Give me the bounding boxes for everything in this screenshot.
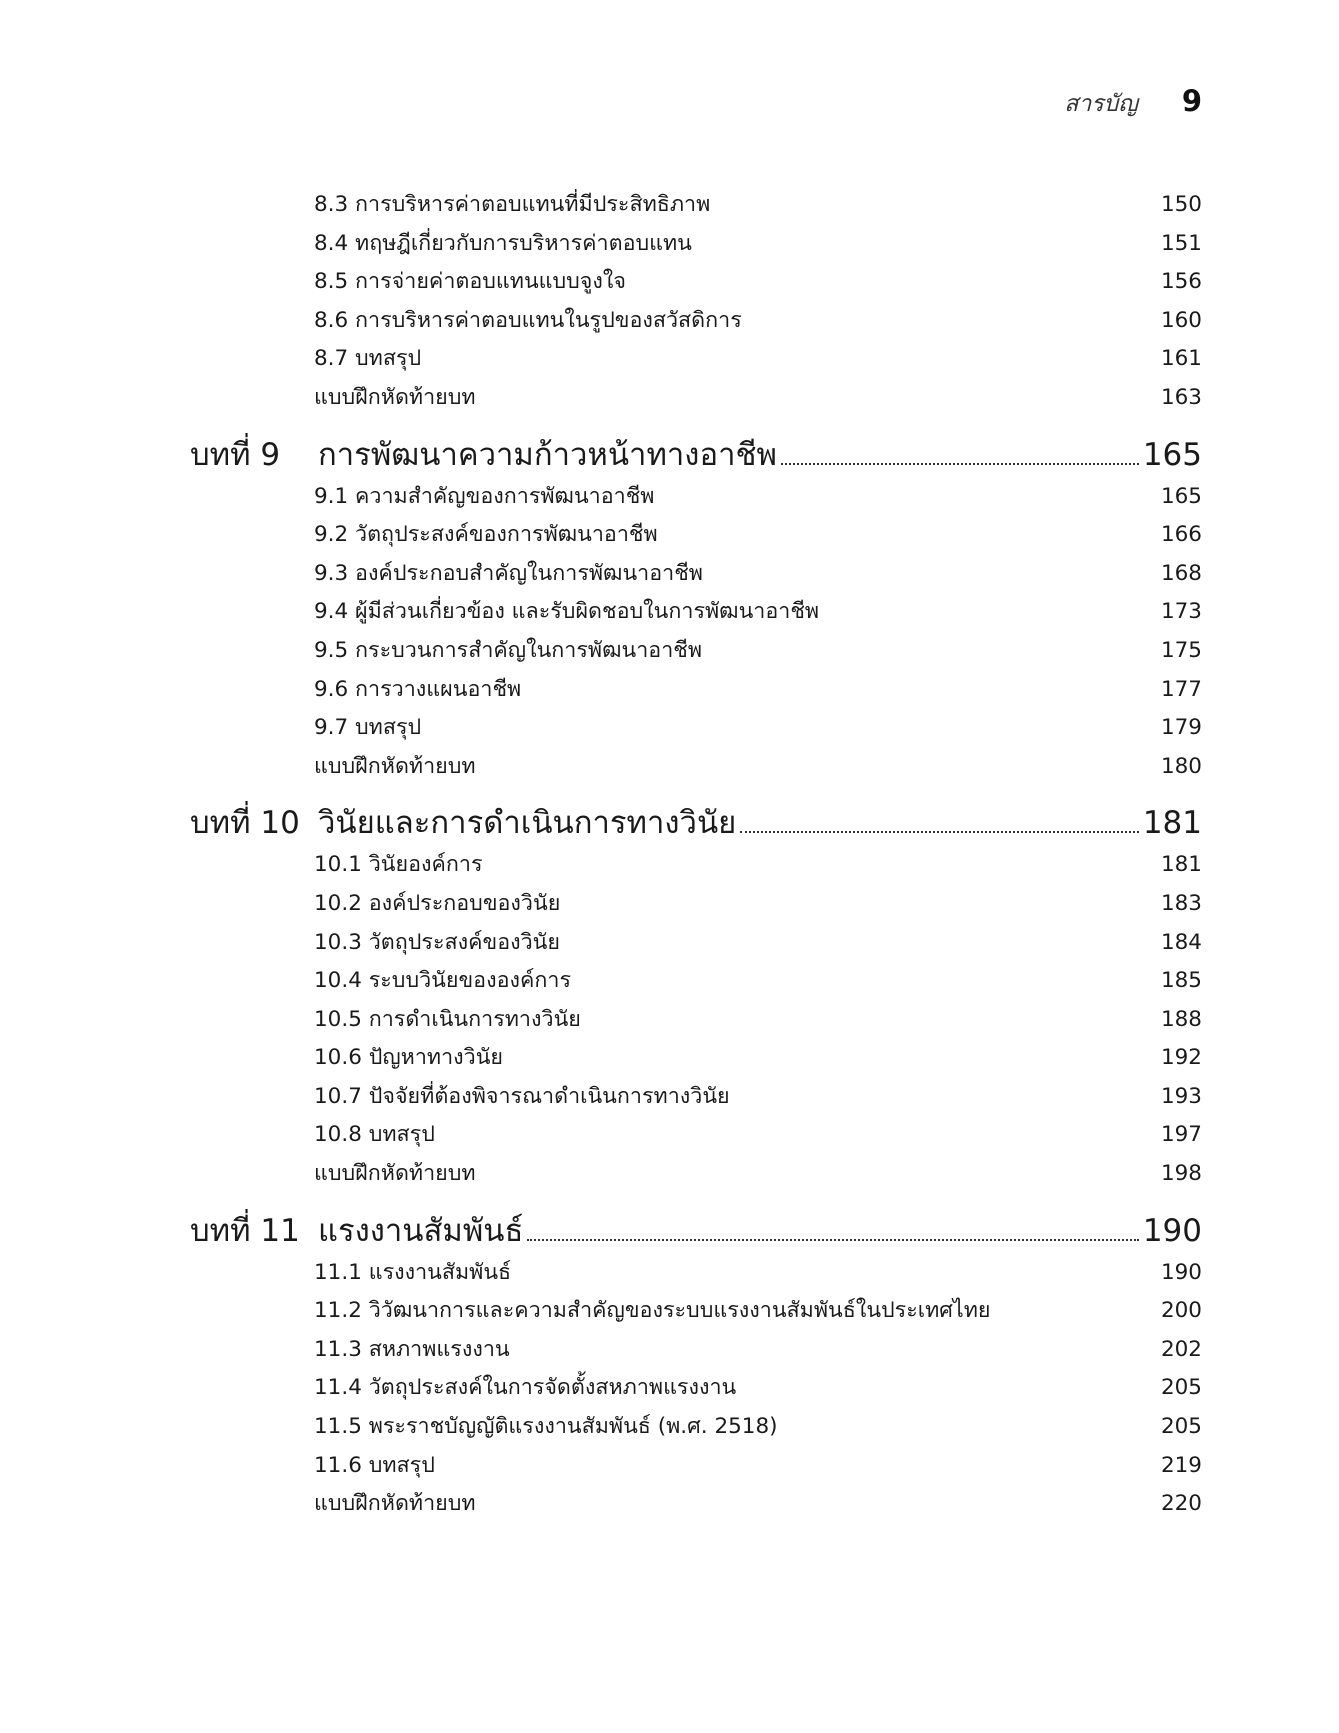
entry-title: 9.6 การวางแผนอาชีพ <box>314 676 522 702</box>
toc-entry[interactable] <box>190 516 1202 555</box>
entry-title: 11.1 แรงงานสัมพันธ์ <box>314 1259 512 1285</box>
chapter-page: 190 <box>1142 1212 1202 1249</box>
chapter-page: 165 <box>1142 436 1202 473</box>
chapter-label: บทที่ 10 <box>190 805 300 842</box>
toc-entry[interactable] <box>190 1078 1202 1117</box>
entry-title: 11.5 พระราชบัญญัติแรงงานสัมพันธ์ (พ.ศ. 2518) <box>314 1414 778 1440</box>
dot-leader <box>781 463 1139 465</box>
entry-page: 168 <box>1160 560 1202 586</box>
entry-page: 175 <box>1160 637 1202 663</box>
toc-entry[interactable] <box>190 1155 1202 1194</box>
entry-page: 181 <box>1160 852 1202 878</box>
toc-entry[interactable] <box>190 709 1202 748</box>
toc-entry[interactable] <box>190 1116 1202 1155</box>
toc-entry[interactable] <box>190 379 1202 418</box>
entry-title: 10.7 ปัจจัยที่ต้องพิจารณาดำเนินการทางวินัย <box>314 1083 730 1109</box>
running-title: สารบัญ <box>1064 91 1138 117</box>
entry-page: 165 <box>1160 483 1202 509</box>
entry-title: 11.4 วัตถุประสงค์ในการจัดตั้งสหภาพแรงงาน <box>314 1375 737 1401</box>
entry-page: 193 <box>1160 1083 1202 1109</box>
entry-title: แบบฝึกหัดท้ายบท <box>314 753 476 779</box>
entry-page: 192 <box>1160 1045 1202 1071</box>
entry-title: 8.5 การจ่ายค่าตอบแทนแบบจูงใจ <box>314 269 626 295</box>
entry-title: 9.1 ความสำคัญของการพัฒนาอาชีพ <box>314 483 655 509</box>
toc-entry[interactable] <box>190 846 1202 885</box>
chapter-page: 181 <box>1142 805 1202 842</box>
entry-title: 9.2 วัตถุประสงค์ของการพัฒนาอาชีพ <box>314 522 658 548</box>
toc-entry[interactable] <box>190 1485 1202 1524</box>
toc-entry[interactable] <box>190 1292 1202 1331</box>
entry-page: 163 <box>1160 384 1202 410</box>
entry-title: 9.7 บทสรุป <box>314 715 422 741</box>
entry-title: 11.3 สหภาพแรงงาน <box>314 1336 510 1362</box>
toc-entry[interactable] <box>190 748 1202 787</box>
entry-page: 219 <box>1160 1452 1202 1478</box>
dot-leader <box>740 831 1139 833</box>
toc-entry[interactable] <box>190 962 1202 1001</box>
chapter-heading[interactable] <box>190 1208 1202 1254</box>
entry-title: 10.5 การดำเนินการทางวินัย <box>314 1006 581 1032</box>
toc-entry[interactable] <box>190 1369 1202 1408</box>
entry-title: 10.2 องค์ประกอบของวินัย <box>314 890 561 916</box>
page-number: 9 <box>1181 84 1202 118</box>
entry-title: 11.2 วิวัฒนาการและความสำคัญของระบบแรงงานสัมพันธ์ในประเทศไทย <box>314 1298 991 1324</box>
toc-entry[interactable] <box>190 1408 1202 1447</box>
entry-title: 9.5 กระบวนการสำคัญในการพัฒนาอาชีพ <box>314 637 703 663</box>
chapter-block <box>190 1208 1202 1524</box>
entry-page: 183 <box>1160 890 1202 916</box>
entry-title: 9.3 องค์ประกอบสำคัญในการพัฒนาอาชีพ <box>314 560 703 586</box>
toc-entry[interactable] <box>190 340 1202 379</box>
entry-title: 10.6 ปัญหาทางวินัย <box>314 1045 504 1071</box>
entry-page: 177 <box>1160 676 1202 702</box>
toc-entry[interactable] <box>190 632 1202 671</box>
entry-page: 205 <box>1160 1414 1202 1440</box>
entry-title: แบบฝึกหัดท้ายบท <box>314 1491 476 1517</box>
chapter-title: การพัฒนาความก้าวหน้าทางอาชีพ <box>318 436 777 473</box>
entry-title: 11.6 บทสรุป <box>314 1452 435 1478</box>
running-header <box>1064 84 1202 120</box>
chapter-heading[interactable] <box>190 432 1202 478</box>
chapter-block <box>190 432 1202 787</box>
table-of-contents <box>190 186 1202 1538</box>
entry-title: 10.3 วัตถุประสงค์ของวินัย <box>314 929 560 955</box>
entry-page: 190 <box>1160 1259 1202 1285</box>
toc-entry[interactable] <box>190 225 1202 264</box>
entry-title: 10.1 วินัยองค์การ <box>314 852 483 878</box>
entry-page: 184 <box>1160 929 1202 955</box>
entry-page: 173 <box>1160 599 1202 625</box>
entry-page: 166 <box>1160 522 1202 548</box>
entry-page: 188 <box>1160 1006 1202 1032</box>
toc-entry[interactable] <box>190 1447 1202 1486</box>
chapter-block <box>190 186 1202 418</box>
entry-page: 151 <box>1160 230 1202 256</box>
chapter-heading[interactable] <box>190 800 1202 846</box>
toc-entry[interactable] <box>190 1331 1202 1370</box>
toc-entry[interactable] <box>190 593 1202 632</box>
toc-entry[interactable] <box>190 263 1202 302</box>
entry-page: 179 <box>1160 715 1202 741</box>
toc-entry[interactable] <box>190 1039 1202 1078</box>
entry-page: 156 <box>1160 269 1202 295</box>
entry-page: 200 <box>1160 1298 1202 1324</box>
toc-entry[interactable] <box>190 555 1202 594</box>
chapter-block <box>190 800 1202 1193</box>
entry-title: แบบฝึกหัดท้ายบท <box>314 384 476 410</box>
entry-title: แบบฝึกหัดท้ายบท <box>314 1161 476 1187</box>
entry-page: 198 <box>1160 1161 1202 1187</box>
entry-title: 8.6 การบริหารค่าตอบแทนในรูปของสวัสดิการ <box>314 307 742 333</box>
toc-entry[interactable] <box>190 478 1202 517</box>
chapter-label: บทที่ 11 <box>190 1212 300 1249</box>
toc-entry[interactable] <box>190 302 1202 341</box>
entry-page: 197 <box>1160 1122 1202 1148</box>
toc-entry[interactable] <box>190 924 1202 963</box>
chapter-label: บทที่ 9 <box>190 436 281 473</box>
entry-page: 205 <box>1160 1375 1202 1401</box>
entry-title: 10.8 บทสรุป <box>314 1122 435 1148</box>
toc-entry[interactable] <box>190 186 1202 225</box>
entry-page: 160 <box>1160 307 1202 333</box>
entry-page: 150 <box>1160 192 1202 217</box>
toc-entry[interactable] <box>190 885 1202 924</box>
entry-page: 180 <box>1160 753 1202 779</box>
entry-title: 8.3 การบริหารค่าตอบแทนที่มีประสิทธิภาพ <box>314 192 711 217</box>
entry-title: 8.7 บทสรุป <box>314 346 422 372</box>
toc-entry[interactable] <box>190 1254 1202 1293</box>
entry-title: 9.4 ผู้มีส่วนเกี่ยวข้อง และรับผิดชอบในการพัฒนาอาชีพ <box>314 599 820 625</box>
toc-entry[interactable] <box>190 1001 1202 1040</box>
entry-page: 202 <box>1160 1336 1202 1362</box>
dot-leader <box>527 1239 1138 1241</box>
toc-entry[interactable] <box>190 671 1202 710</box>
chapter-title: แรงงานสัมพันธ์ <box>318 1212 524 1249</box>
entry-page: 220 <box>1160 1491 1202 1517</box>
entry-title: 8.4 ทฤษฎีเกี่ยวกับการบริหารค่าตอบแทน <box>314 230 692 256</box>
entry-title: 10.4 ระบบวินัยขององค์การ <box>314 968 572 994</box>
entry-page: 161 <box>1160 346 1202 372</box>
entry-page: 185 <box>1160 968 1202 994</box>
chapter-title: วินัยและการดำเนินการทางวินัย <box>318 805 737 842</box>
